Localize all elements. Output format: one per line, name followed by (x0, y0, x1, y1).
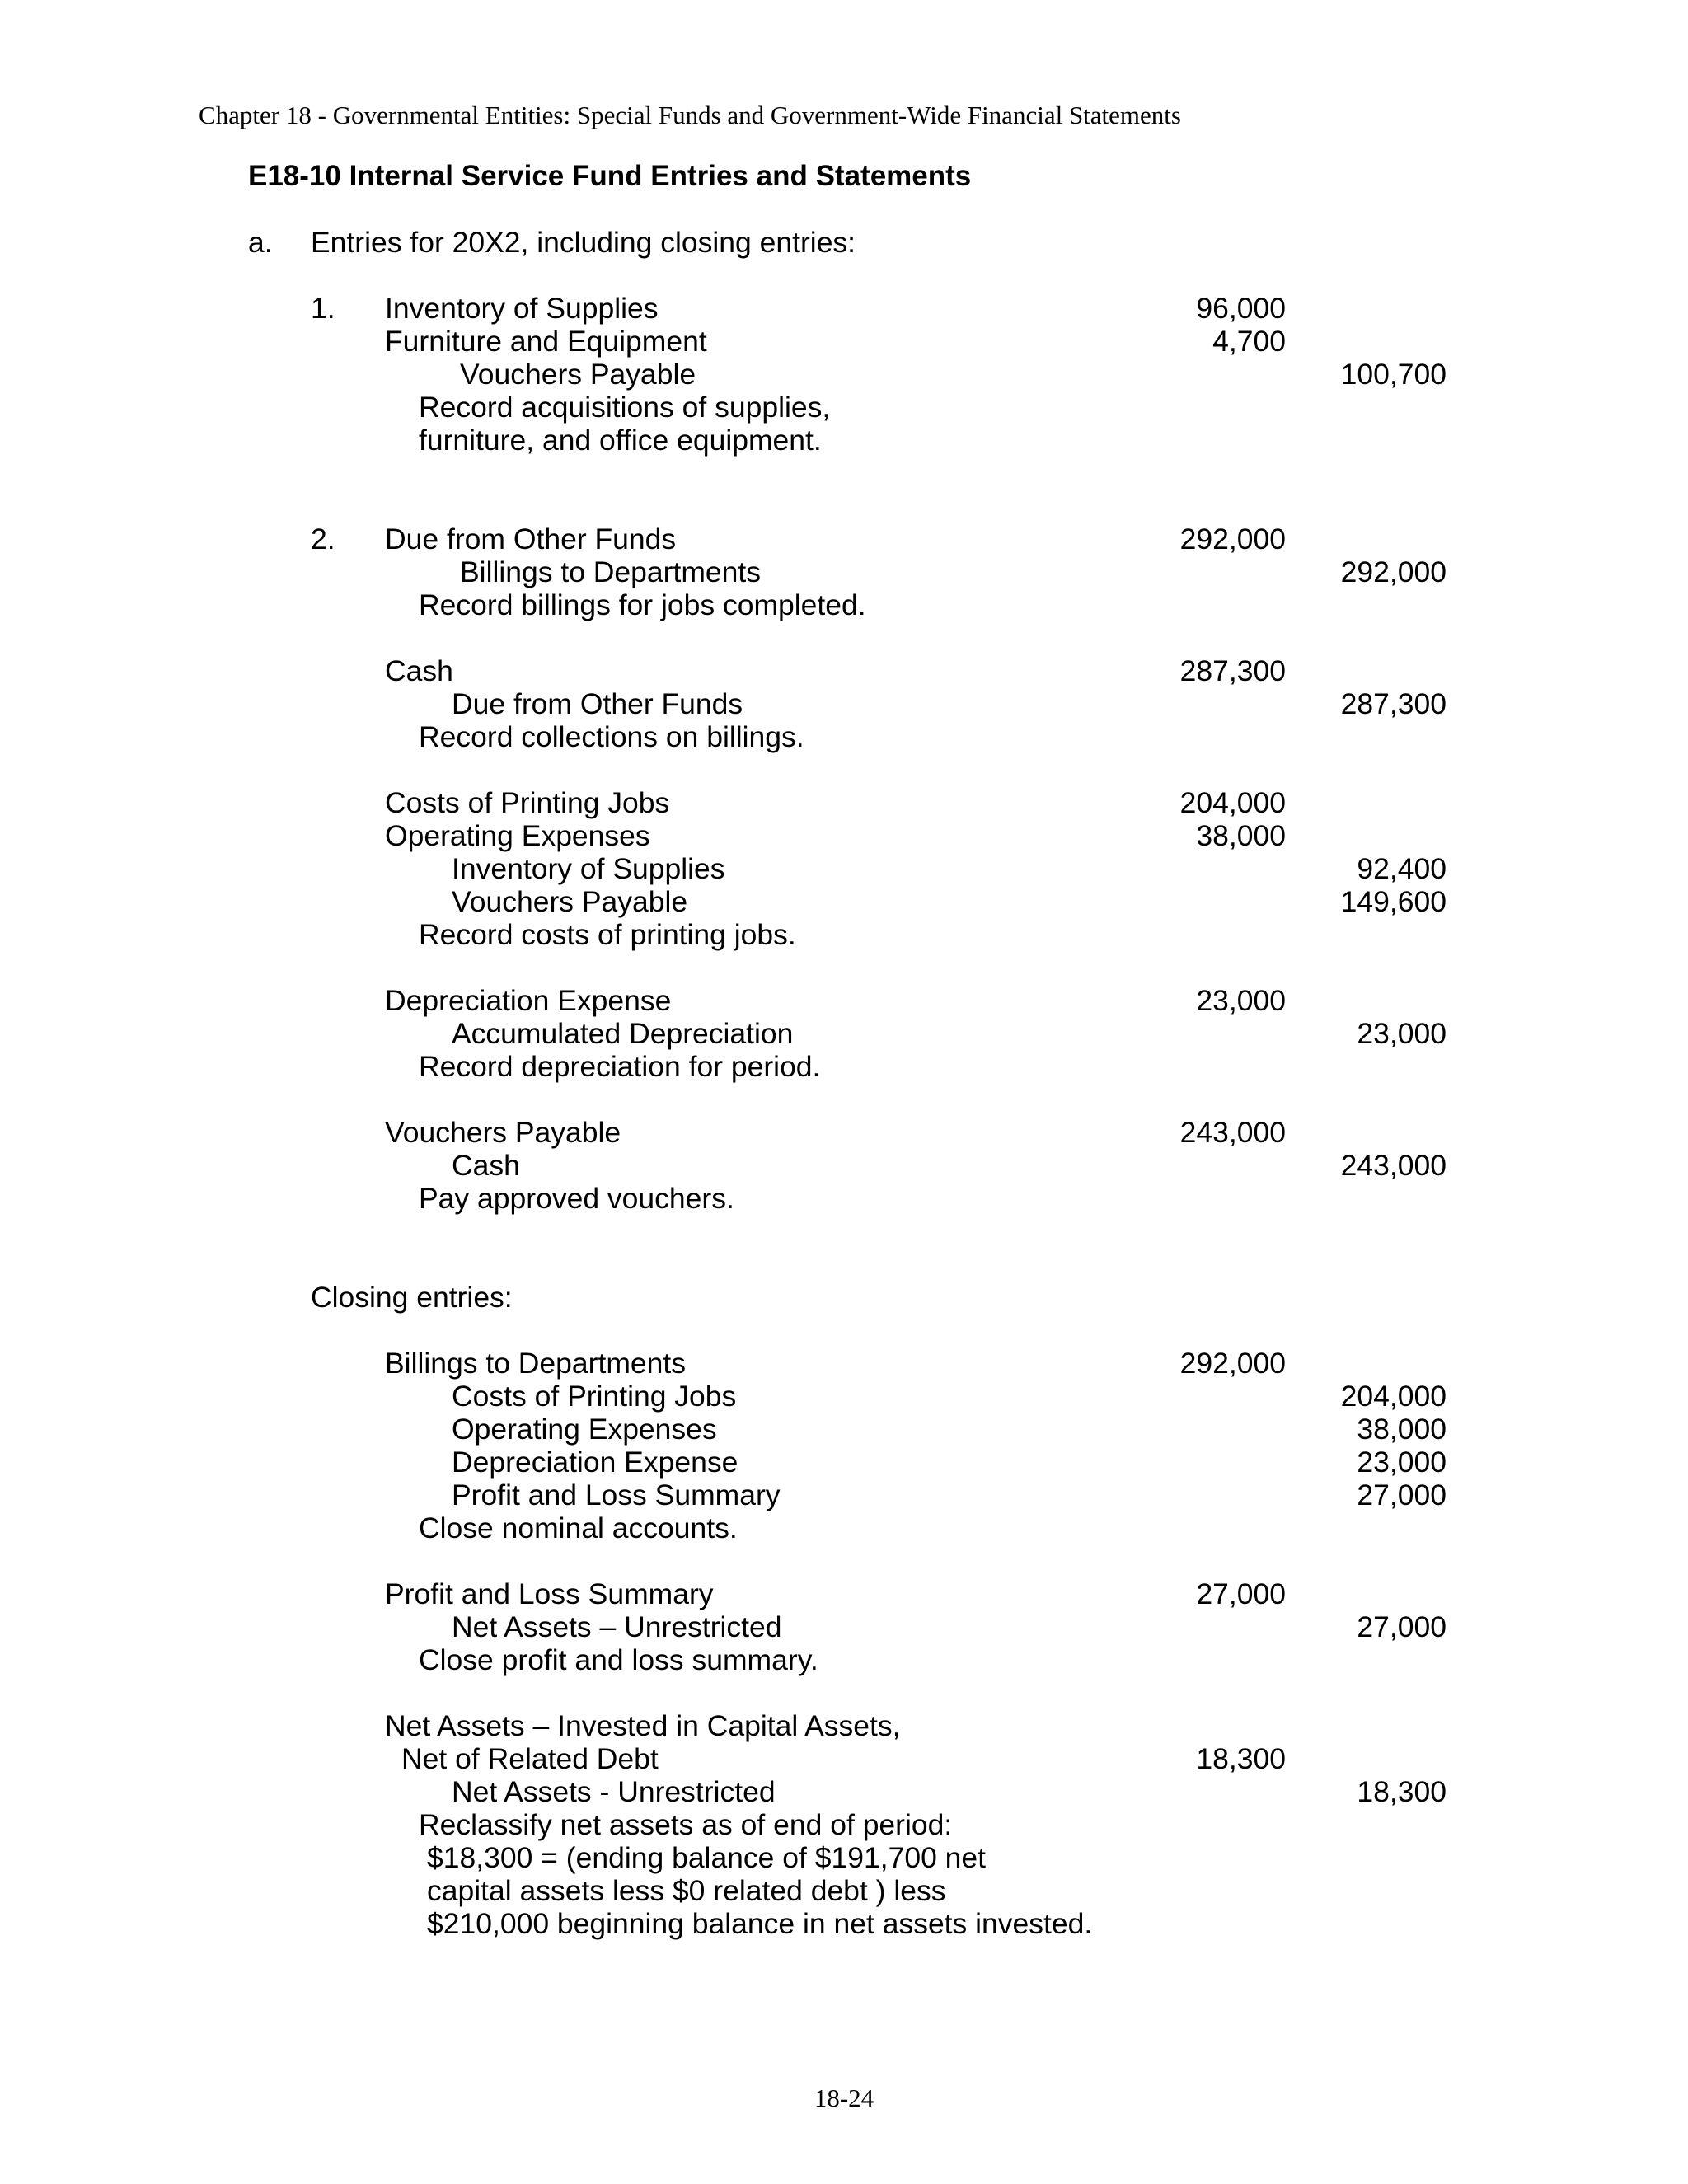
debit-account: Inventory of Supplies (385, 292, 659, 325)
credit-amount: 243,000 (1340, 1149, 1447, 1182)
entry-memo: $18,300 = (ending balance of $191,700 net (427, 1841, 987, 1874)
credit-amount: 23,000 (1357, 1446, 1447, 1479)
exercise-title: E18-10 Internal Service Fund Entries and Statements (248, 160, 972, 192)
debit-account: Cash (385, 654, 453, 687)
entry-memo: furniture, and office equipment. (419, 424, 822, 457)
credit-account: Vouchers Payable (452, 885, 688, 918)
debit-amount: 23,000 (1196, 984, 1286, 1017)
debit-account: Billings to Departments (385, 1347, 687, 1380)
credit-account: Net Assets – Unrestricted (452, 1610, 782, 1643)
debit-account: Net of Related Debt (401, 1742, 659, 1775)
credit-amount: 92,400 (1357, 852, 1447, 885)
entry-memo: Close nominal accounts. (419, 1511, 738, 1544)
debit-amount: 287,300 (1179, 654, 1286, 687)
chapter-header: Chapter 18 - Governmental Entities: Special Funds and Government-Wide Financial Statements (199, 101, 1181, 129)
debit-account: Due from Other Funds (385, 523, 677, 555)
credit-account: Inventory of Supplies (452, 852, 725, 885)
entry-memo: Record collections on billings. (419, 720, 804, 753)
entry-memo: Record acquisitions of supplies, (419, 391, 831, 424)
closing-heading: Closing entries: (311, 1281, 513, 1314)
credit-amount: 38,000 (1357, 1413, 1447, 1446)
debit-amount: 27,000 (1196, 1577, 1286, 1610)
credit-amount: 287,300 (1340, 687, 1447, 720)
credit-account: Operating Expenses (452, 1413, 717, 1446)
part-label: a. (248, 226, 273, 259)
debit-account: Furniture and Equipment (385, 325, 707, 358)
credit-account: Billings to Departments (460, 555, 762, 588)
debit-account: Vouchers Payable (385, 1116, 621, 1149)
credit-account: Costs of Printing Jobs (452, 1380, 737, 1413)
debit-account: Depreciation Expense (385, 984, 672, 1017)
entry-memo: Pay approved vouchers. (419, 1182, 734, 1215)
credit-account: Depreciation Expense (452, 1446, 738, 1479)
credit-account: Accumulated Depreciation (452, 1017, 794, 1050)
credit-amount: 27,000 (1357, 1479, 1447, 1511)
credit-account: Cash (452, 1149, 520, 1182)
debit-account: Operating Expenses (385, 819, 650, 852)
credit-amount: 292,000 (1340, 555, 1447, 588)
credit-amount: 204,000 (1340, 1380, 1447, 1413)
page-number: 18-24 (814, 2083, 874, 2112)
entry-memo: Record depreciation for period. (419, 1050, 821, 1083)
credit-amount: 23,000 (1357, 1017, 1447, 1050)
debit-amount: 38,000 (1196, 819, 1286, 852)
entry-memo: capital assets less $0 related debt ) less (427, 1874, 946, 1907)
entry-memo: Record billings for jobs completed. (419, 588, 866, 621)
entry-memo: Reclassify net assets as of end of period: (419, 1808, 953, 1841)
part-heading: Entries for 20X2, including closing entries: (311, 226, 856, 259)
entry-memo: $210,000 beginning balance in net assets invested. (427, 1907, 1093, 1940)
debit-amount: 96,000 (1196, 292, 1286, 325)
credit-amount: 18,300 (1357, 1775, 1447, 1808)
debit-account: Net Assets – Invested in Capital Assets, (385, 1709, 901, 1742)
debit-amount: 18,300 (1196, 1742, 1286, 1775)
entry-number: 2. (311, 523, 335, 555)
debit-amount: 292,000 (1179, 523, 1286, 555)
debit-amount: 243,000 (1179, 1116, 1286, 1149)
credit-account: Profit and Loss Summary (452, 1479, 781, 1511)
debit-amount: 204,000 (1179, 786, 1286, 819)
debit-amount: 292,000 (1179, 1347, 1286, 1380)
debit-amount: 4,700 (1212, 325, 1286, 358)
entry-memo: Record costs of printing jobs. (419, 918, 796, 951)
debit-account: Profit and Loss Summary (385, 1577, 714, 1610)
credit-account: Net Assets - Unrestricted (452, 1775, 776, 1808)
credit-amount: 100,700 (1340, 358, 1447, 391)
credit-account: Vouchers Payable (460, 358, 696, 391)
credit-amount: 149,600 (1340, 885, 1447, 918)
credit-amount: 27,000 (1357, 1610, 1447, 1643)
credit-account: Due from Other Funds (452, 687, 743, 720)
entry-memo: Close profit and loss summary. (419, 1643, 818, 1676)
debit-account: Costs of Printing Jobs (385, 786, 670, 819)
entry-number: 1. (311, 292, 335, 325)
